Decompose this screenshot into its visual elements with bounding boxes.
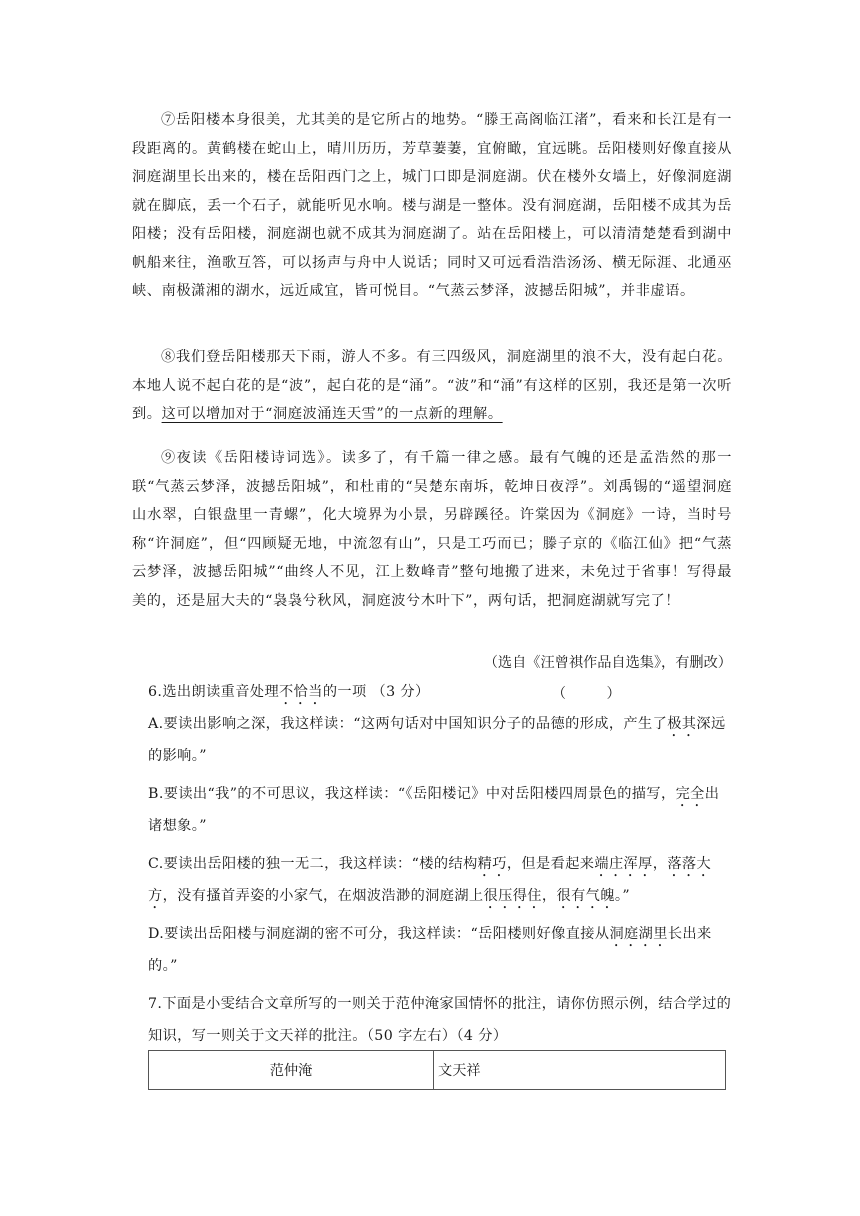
stressed-words: 端庄浑厚 bbox=[594, 856, 653, 872]
stressed-words: 很压得住 bbox=[483, 888, 542, 904]
option-text: 出诸想象。” bbox=[148, 786, 720, 834]
option-text: 长出来的。” bbox=[148, 926, 712, 974]
option-text: ， bbox=[541, 888, 557, 904]
stressed-words: 洞庭湖里 bbox=[609, 926, 668, 942]
paragraph-7: ⑦岳阳楼本身很美，尤其美的是它所占的地势。“滕王高阁临江渚”，看来和长江是有一段距离的。黄鹤楼在蛇山上，晴川历历，芳草萋萋，宜俯瞰，宜远眺。岳阳楼则好像直接从洞庭湖里长出来的，楼在岳阳西门之上，城门口即是洞庭湖。伏在楼外女墙上，好像洞庭湖就在脚底，丢一个石子，就能听见水响。楼与湖是一整体。没有洞庭湖，岳阳楼不成其为岳阳楼；没有岳阳楼，洞庭湖也就不成其为洞庭湖了。站在岳阳楼上，可以清清楚楚看到湖中帆船来往，渔歌互答，可以扬声与舟中人说话；同时又可远看浩浩汤汤、横无际涯、北通巫峡、南极潇湘的湖水，远近咸宜，皆可悦目。“气蒸云梦泽，波撼岳阳城”，并非虚语。 bbox=[132, 112, 732, 299]
question-7-stem: 7.下面是小雯结合文章所写的一则关于范仲淹家国情怀的批注，请你仿照示例，结合学过的知识，写一则关于文天祥的批注。（50 字左右）（4 分） bbox=[148, 996, 732, 1044]
q6-stem-part: 6.选出朗读重音处理 bbox=[148, 684, 280, 700]
option-text: ，但是看起来 bbox=[506, 856, 595, 872]
stressed-words: 极其 bbox=[667, 716, 697, 732]
option-a[interactable] bbox=[148, 708, 732, 772]
option-text: ，没有搔首弄姿的小家气，在烟波浩渺的洞庭湖上 bbox=[162, 888, 484, 904]
table-cell-wen-tianxiang[interactable]: 文天祥 bbox=[434, 1051, 726, 1090]
source-citation: （选自《汪曾祺作品自选集》，有删改） bbox=[483, 655, 732, 671]
annotation-table bbox=[148, 1050, 726, 1090]
q6-stem-part: 的一项 （3 分） bbox=[322, 684, 430, 700]
stressed-words: 精巧 bbox=[477, 856, 507, 872]
option-text: D.要读出岳阳楼与洞庭湖的密不可分，我这样读：“岳阳楼则好像直接从 bbox=[148, 926, 610, 942]
option-text: ， bbox=[652, 856, 668, 872]
option-text: B.要读出“我”的不可思议，我这样读：“《岳阳楼记》中对岳阳楼四周景色的描写， bbox=[148, 786, 676, 802]
paragraph-8 bbox=[132, 343, 732, 429]
option-text: C.要读出岳阳楼的独一无二，我这样读：“楼的结构 bbox=[148, 856, 478, 872]
option-text: 。” bbox=[614, 888, 630, 904]
table-row bbox=[149, 1051, 726, 1090]
q6-emphasis: 不恰当 bbox=[279, 684, 323, 700]
option-c[interactable] bbox=[148, 848, 732, 912]
option-b[interactable] bbox=[148, 778, 732, 842]
question-6-stem bbox=[148, 676, 732, 708]
stressed-words: 完全 bbox=[675, 786, 705, 802]
option-d[interactable] bbox=[148, 918, 732, 982]
paragraph-8-text: ⑧我们登岳阳楼那天下雨，游人不多。有三四级风，洞庭湖里的浪不大，没有起白花。本地人说不起白花的是“波”，起白花的是“涌”。“波”和“涌”有这样的区别，我还是第一次听到。 bbox=[132, 349, 732, 422]
option-text: 深远的影响。” bbox=[148, 716, 726, 764]
answer-blank[interactable]: （ ） bbox=[552, 686, 639, 702]
paragraph-9: ⑨夜读《岳阳楼诗词选》。读多了，有千篇一律之感。最有气魄的还是孟浩然的那一联“气蒸云梦泽，波撼岳阳城”，和杜甫的“吴楚东南坼，乾坤日夜浮”。刘禹锡的“遥望洞庭山水翠，白银盘里一青螺”，化大境界为小景，另辟蹊径。许棠因为《洞庭》一诗，当时号称“许洞庭”，但“四顾疑无地，中流忽有山”，只是工巧而已；滕子京的《临江仙》把“气蒸云梦泽，波撼岳阳城”“曲终人不见，江上数峰青”整句地搬了进来，未免过于省事！写得最美的，还是屈大夫的“袅袅兮秋风，洞庭波兮木叶下”，两句话，把洞庭湖就写完了！ bbox=[132, 450, 732, 609]
stressed-words: 落落大方 bbox=[148, 856, 712, 904]
table-cell-fan-zhongyan[interactable]: 范仲淹 bbox=[149, 1051, 434, 1090]
option-text: A.要读出影响之深，我这样读：“这两句话对中国知识分子的品德的形成，产生了 bbox=[148, 716, 668, 732]
underlined-sentence: 这可以增加对于“洞庭波涌连天雪”的一点新的理解。 bbox=[161, 406, 503, 422]
stressed-words: 很有气魄 bbox=[556, 888, 615, 904]
